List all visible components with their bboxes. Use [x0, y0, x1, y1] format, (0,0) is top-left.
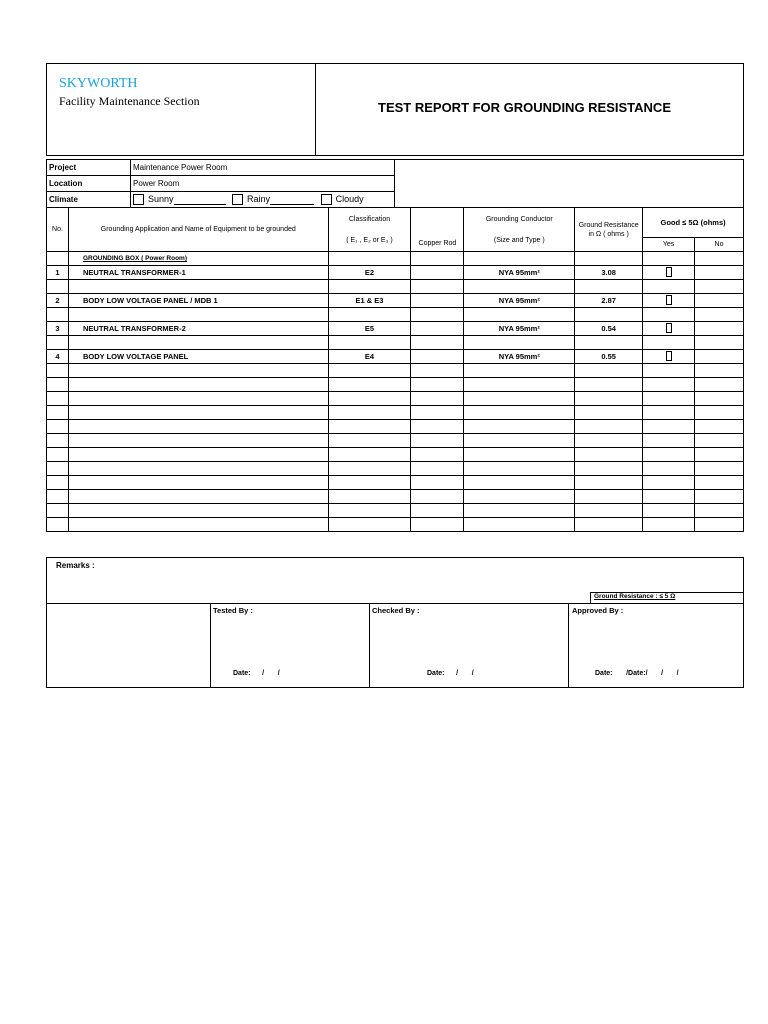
row-conductor: NYA 95mm² [464, 350, 575, 364]
row-number: 2 [47, 294, 69, 308]
signoff-divider-1 [210, 603, 211, 688]
project-label: Project [47, 160, 131, 176]
info-table [46, 159, 744, 208]
row-yes-mark [643, 350, 695, 364]
project-value: Maintenance Power Room [131, 160, 395, 176]
department-name: Facility Maintenance Section [59, 94, 200, 108]
header-divider [315, 63, 316, 156]
sunny-checkbox[interactable] [133, 194, 144, 205]
row-number: 3 [47, 322, 69, 336]
ground-note: Ground Resistance : ≤ 5 Ω [594, 593, 676, 600]
row-resistance: 3.08 [575, 266, 643, 280]
row-resistance: 2.87 [575, 294, 643, 308]
col-no-header: No. [47, 208, 69, 252]
conductor-sub: (Size and Type ) [493, 236, 545, 244]
remarks-label: Remarks : [56, 561, 95, 570]
checkbox-icon [666, 323, 672, 333]
rainy-checkbox[interactable] [232, 194, 243, 205]
checked-date: Date: / / [427, 670, 474, 677]
group-label [68, 252, 328, 266]
company-logo-text: SKYWORTH [59, 76, 138, 91]
row-equipment: NEUTRAL TRANSFORMER-1 [68, 266, 328, 280]
approved-by-label: Approved By : [572, 606, 624, 615]
location-label: Location [47, 176, 131, 192]
row-conductor: NYA 95mm² [464, 294, 575, 308]
approved-date: Date: /Date:/ / / [595, 670, 679, 677]
tested-by-label: Tested By : [213, 606, 253, 615]
row-equipment: BODY LOW VOLTAGE PANEL [68, 350, 328, 364]
cloudy-label: Cloudy [335, 193, 364, 204]
col-yes-header: Yes [643, 237, 695, 251]
row-classification: E2 [328, 266, 411, 280]
climate-options [131, 192, 395, 208]
row-number: 1 [47, 266, 69, 280]
col-copper-header [411, 208, 464, 252]
row-equipment: NEUTRAL TRANSFORMER-2 [68, 322, 328, 336]
col-application-header: Grounding Application and Name of Equipment to be grounded [68, 208, 328, 252]
group-label-text: GROUNDING BOX ( Power Room) [82, 255, 187, 262]
rainy-line [270, 195, 314, 205]
copper-rod-label: Copper Rod [418, 240, 457, 247]
location-value: Power Room [131, 176, 395, 192]
classification-title: Classification [348, 215, 391, 223]
checkbox-icon [666, 267, 672, 277]
checked-by-label: Checked By : [372, 606, 420, 615]
row-conductor: NYA 95mm² [464, 266, 575, 280]
col-no-label-header: No [695, 237, 744, 251]
sunny-label: Sunny [148, 193, 174, 204]
checkbox-icon [666, 351, 672, 361]
grounding-table [46, 207, 744, 532]
table-row [47, 350, 744, 364]
row-conductor: NYA 95mm² [464, 322, 575, 336]
signoff-divider-2 [369, 603, 370, 688]
row-equipment: BODY LOW VOLTAGE PANEL / MDB 1 [68, 294, 328, 308]
row-resistance: 0.54 [575, 322, 643, 336]
row-yes-mark [643, 294, 695, 308]
conductor-title: Grounding Conductor [485, 215, 553, 223]
col-good-header: Good ≤ 5Ω (ohms) [643, 208, 744, 238]
row-number: 4 [47, 350, 69, 364]
row-classification: E4 [328, 350, 411, 364]
climate-label: Climate [47, 192, 131, 208]
checkbox-icon [666, 295, 672, 305]
table-row [47, 266, 744, 280]
col-resistance-header: Ground Resistance in Ω ( ohms ) [575, 208, 643, 252]
cloudy-checkbox[interactable] [321, 194, 332, 205]
rainy-label: Rainy [247, 193, 271, 204]
classification-sub: ( E₁ , E₂ or E₃ ) [346, 236, 393, 244]
row-classification: E5 [328, 322, 411, 336]
col-classification-header [328, 208, 411, 252]
tested-date: Date: / / [233, 670, 280, 677]
col-conductor-header [464, 208, 575, 252]
report-title: TEST REPORT FOR GROUNDING RESISTANCE [378, 100, 671, 115]
signoff-divider-3 [568, 603, 569, 688]
table-row [47, 322, 744, 336]
row-yes-mark [643, 322, 695, 336]
sunny-line [174, 195, 226, 205]
row-yes-mark [643, 266, 695, 280]
info-blank-area [395, 160, 744, 208]
row-classification: E1 & E3 [328, 294, 411, 308]
row-resistance: 0.55 [575, 350, 643, 364]
table-row [47, 294, 744, 308]
